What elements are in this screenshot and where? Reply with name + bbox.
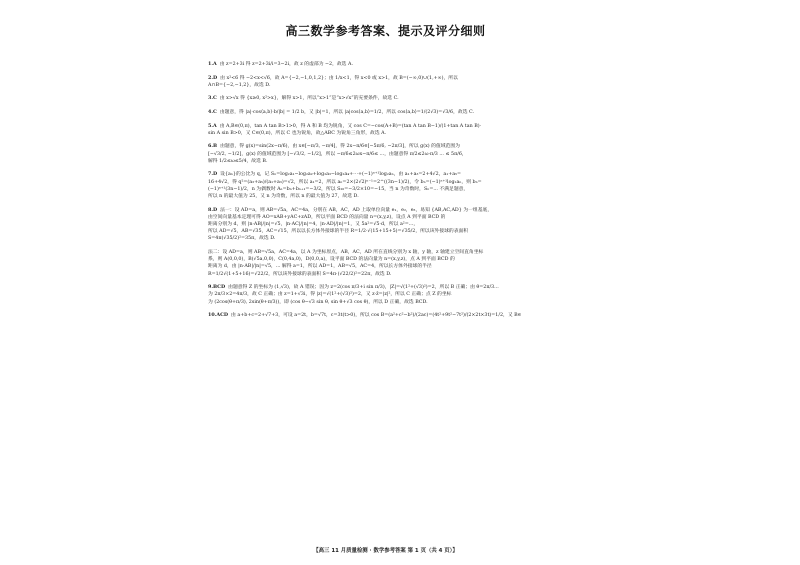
page-footer: 【高三 11 月质量检测 · 数学参考答案 第 1 页（共 4 页）】 [313,548,458,554]
answer-number: 10.ACD [208,312,229,319]
answer-number: 9.BCD [208,284,226,291]
answer-number: 4.C [208,108,217,115]
answer-number: 8.D [208,206,218,213]
answer-text-line: 由题意，得 |a|·cos⟨a,b⟩·b/|b| = 1/2 b，又 |b|=1，所以 |a|cos⟨a,b⟩=1/2，所以 cos⟨a,b⟩=1/(2√3)=√3/6，故选 C. [219,109,475,115]
answer-text-line: 距离为 d，由 |n·AB|/|n|=√5，... 解得 a=1，所以 AD=1，AB=√5，AC=4，所以长方体外接球的半径 [208,264,432,270]
answer-item [208,143,563,165]
answer-item [208,171,563,200]
answer-item [208,123,563,137]
answer-text-line: 由 x>√x 得 {x≥0, x²>x}，解得 x>1，所以“x>1”是“x>√x”的充要条件，故选 C. [219,96,399,102]
answer-number: 6.B [208,143,218,150]
answer-item [208,312,563,319]
answer-text-line: 距离分别为 d，则 |n·AB|/|n|=√5，|n·AC|/|n|=4，|n·AD|/|n|=1，又 5a²=√5·d，所以 a²=...， [208,221,419,227]
answer-text-line: (−1)ⁿ⁺¹(3n−1)/2，n 为偶数时 Aₙ=bₙ+bₙ₊₁=−3/2，所以 S₂₀=−3/2×10=−15，当 n 为奇数时，Sₙ=... 不满足题意， [208,186,469,192]
answer-text-line: 法二：设 AD=a，则 AB=√5a，AC=4a，以 A 为坐标原点，AB，AC，AD 所在直线分别为 x 轴，y 轴，z 轴建立空间直角坐标 [208,249,484,255]
answer-text-line: sin A sin B>0，又 C∈(0,π)，所以 C 也为锐角，故△ABC 为锐角三角形，故选 A. [208,130,387,136]
answer-items [208,61,563,319]
answer-number: 7.D [208,171,218,178]
answer-text-line: 16+4√2，得 q²=(a₃+a₅)/(a₁+a₃)=√2，所以 a₁=2，所以 aₙ=2×(2√2)ⁿ⁻¹=2^((3n−1)/2)，令 bₙ=(−1)ⁿ⁺¹log₂aₙ，则 bₙ= [208,179,482,185]
answer-text-line: 系，则 A(0,0,0)，B(√5a,0,0)，C(0,4a,0)，D(0,0,a)，设平面 BCD 的法向量为 n=(x,y,z)，点 A 到平面 BCD 的 [208,257,455,263]
answer-text-line: S=4π(√35/2)²=35π，故选 D. [208,236,276,242]
answer-sheet-page [208,22,563,554]
answer-text-line: R=1/2√(1+5+16)=√22/2，所以该外接球的表面积 S=4π·(√22/2)²=22π，故选 D. [208,271,392,277]
answer-item [208,61,563,68]
answer-text-line: 由空间向量基本定理可得 AO=xAB+yAC+zAD，所以平面 BCD 的法向量 n=(x,y,z)，设点 A 到平面 BCD 的 [208,214,446,220]
answer-number: 2.D [208,74,218,81]
answer-text-line: 设{aₙ}的公比为 q，记 Sₙ=log₂a₁−log₂a₂+log₂a₃−log₂a₄+⋯+(−1)ⁿ⁺¹log₂aₙ，由 a₁+a₃=2+4√2，a₁+a₅= [220,172,462,178]
answer-text-line: 解得 1/2≤ω≤5/4，故选 B. [208,158,268,164]
answer-number: 5.A [208,122,217,129]
answer-text-line: 由 a+b+c=2+√7+3，可设 a=2t，b=√7t，c=3t(t>0)，所以 cos B=(a²+c²−b²)/(2ac)=(4t²+9t²−7t²)/(2×2t×3t)=1/2，又 B∈ [231,313,522,319]
answer-text-line: 由题意得 Z 的坐标为 (1,√3)，故 A 错误；因为 z=2(cos π/3+i sin π/3)，|Z|=√(1²+(√3)²)=2，所以 B 正确；由 θ=2π/3... [228,285,499,291]
answer-text-line: 由题意，得 g(x)=sin(2x−π/6)，由 x∈[−π/3, −π/4]，得 2x−π/6∈[−5π/6, −2π/3]，所以 g(x) 的值域范围为 [220,144,460,150]
answer-text-line: 由 z=2+3i 得 z=2+3i/i=3−2i，故 z 的虚部为 −2，故选 A. [219,62,353,67]
answer-text-line: 所以 n 的最大值为 25，又 n 为奇数，所以 n 的最大值为 27，故选 D. [208,193,359,199]
answer-item [208,95,563,102]
answer-text-line: 由 A,B∈(0,π)，tan A tan B>1>0，得 A 和 B 均为锐角，又 cos C=−cos(A+B)=(tan A tan B−1)/(1+tan A tan B)· [219,123,482,129]
answer-text-line: 为 2π/3×2=4π/3，故 C 正确；由 z=1+√3i，得 |z|=√(1²+(√3)²)=2，又 z·z̄=|z|²，所以 C 正确；点 Z 的坐标 [208,292,452,298]
document-title: 高三数学参考答案、提示及评分细则 [285,24,486,38]
answer-number: 3.C [208,95,217,102]
answer-text-line: 由 x²<6 得 −2<x<√6，故 A={−2,−1,0,1,2}；由 1/x<1，得 x<0 或 x>1，故 B=(−∞,0)∪(1,+∞)，所以 [220,75,458,81]
answer-item [208,249,563,278]
answer-item [208,75,563,89]
answer-text-line: A∩B={−2,−1,2}，故选 D. [208,82,271,88]
answer-text-line: 为 (2cos(θ+π/3), 2sin(θ+π/3))，即 (cos θ−√3 sin θ, sin θ+√3 cos θ)，所以 D 正确，故选 BCD. [208,299,428,305]
answer-item [208,207,563,243]
answer-item [208,109,563,116]
answer-number: 1.A [208,61,217,67]
answer-text-line: 所以 AD=√5，AB=√35，AC=√15，所以以长方体外接球的半径 R=1/2·√(15+15+5)=√35/2，所以该外接球的表面积 [208,229,469,235]
answer-item [208,284,563,306]
answer-text-line: 法一：设 AD=a，则 AB=√5a，AC=4a，分别在 AB，AC，AD 上取单位向量 e₁，e₂，e₃，易知 {AB,AC,AD} 为一组基底， [220,207,493,213]
answer-text-line: [−√3/2, −1/2]，g(x) 的值域范围为 [−√3/2, −1/2]，所以 −π/6≤2ωx−π/6≤ ...，由题意得 π/2≤2ω·π/3 ... ≤ 5π/6， [208,151,467,157]
